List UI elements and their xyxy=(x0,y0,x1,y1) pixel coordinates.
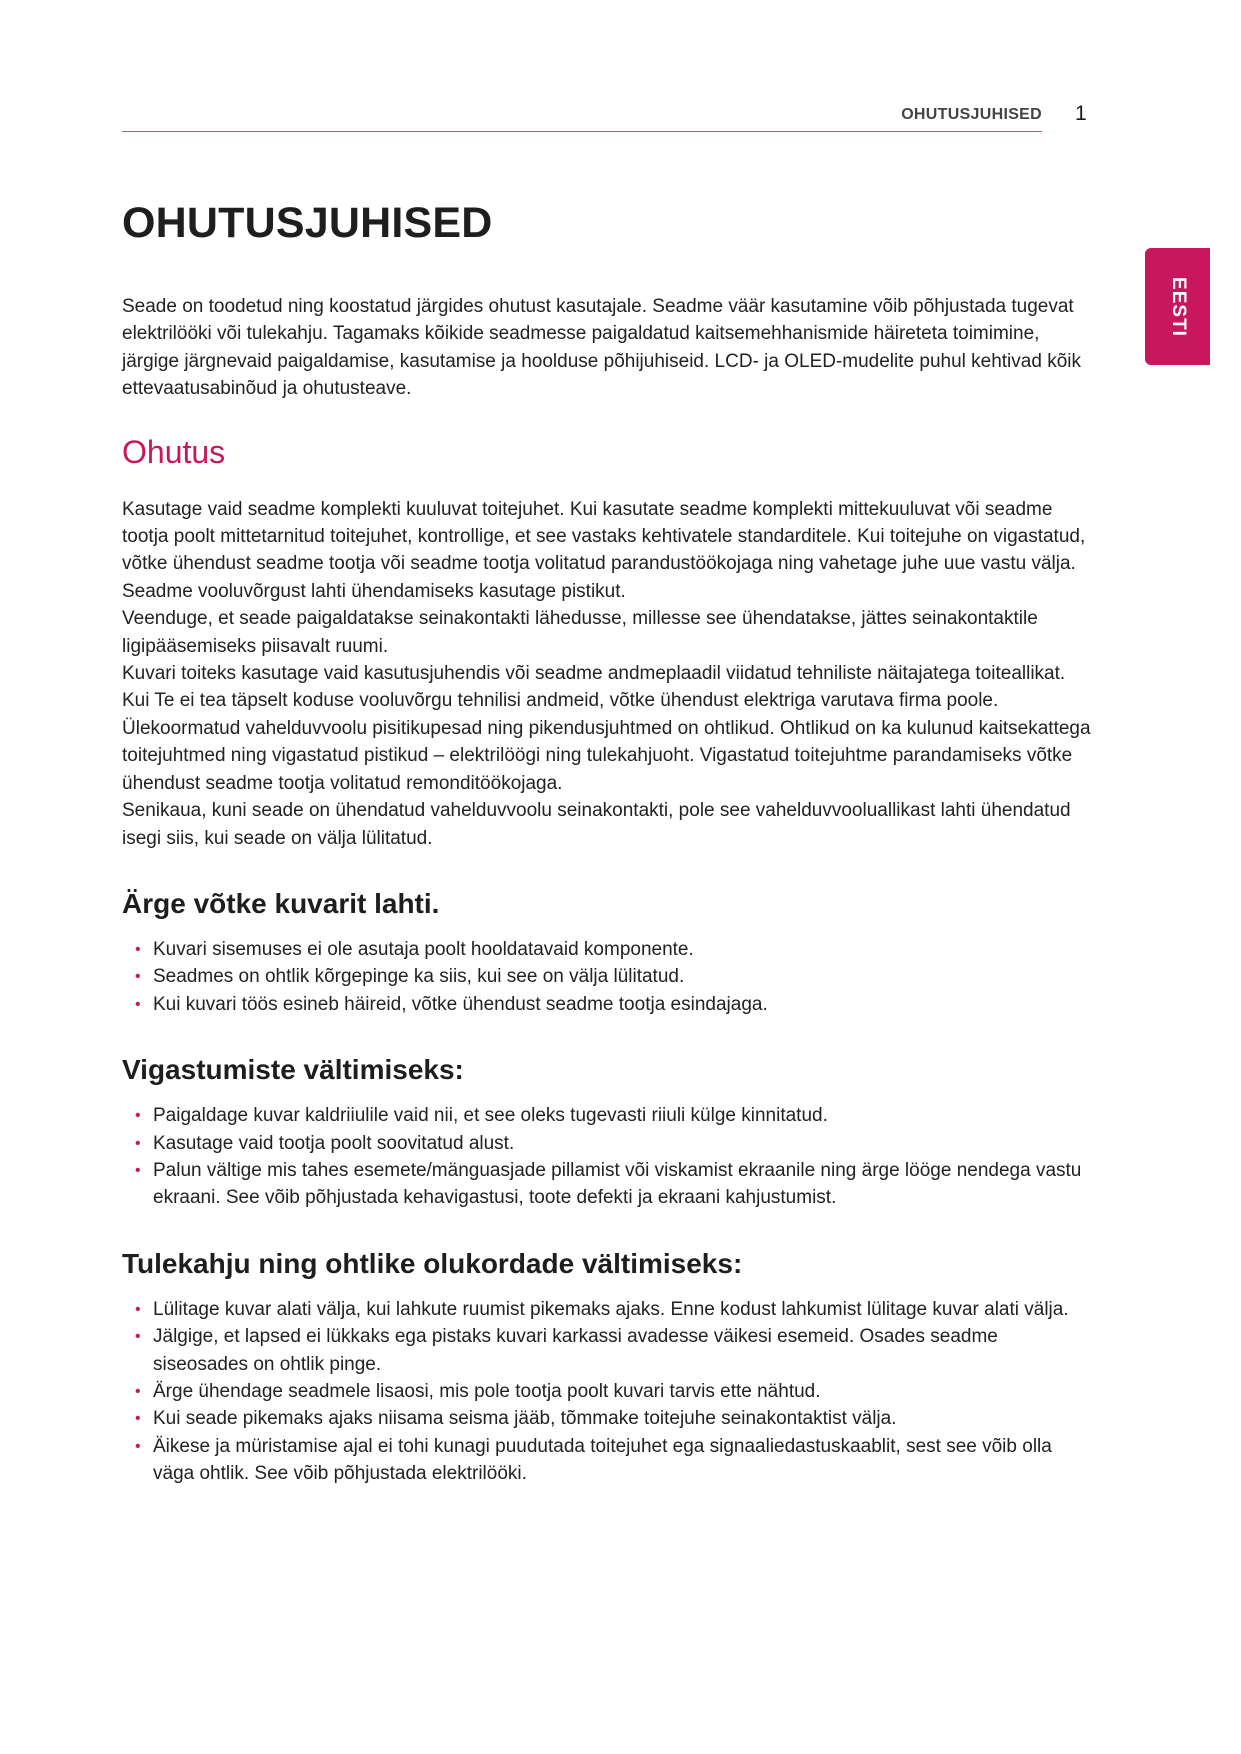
list-item-text: Lülitage kuvar alati välja, kui lahkute ruumist pikemaks ajaks. Enne kodust lahkumist lülitage kuvar alati välja. xyxy=(153,1298,1069,1320)
bullet-dot-icon: • xyxy=(135,1300,141,1318)
disassembly-section xyxy=(122,886,1097,1018)
list-item-text: Seadmes on ohtlik kõrgepinge ka siis, kui see on välja lülitatud. xyxy=(153,966,685,988)
list-item xyxy=(122,1378,1097,1405)
bullet-dot-icon: • xyxy=(135,1107,141,1125)
bullet-dot-icon: • xyxy=(135,1410,141,1428)
section-heading: Tulekahju ning ohtlike olukordade vältimiseks: xyxy=(122,1247,743,1279)
list-item xyxy=(122,1405,1097,1432)
safety-paragraph: Veenduge, et seade paigaldatakse seinakontakti lähedusse, millesse see ühendatakse, jättes seinakontaktile ligipääsemiseks piisavalt ruumi. xyxy=(122,608,1038,657)
list-item-text: Paigaldage kuvar kaldriiulile vaid nii, et see oleks tugevasti riiuli külge kinnitatud. xyxy=(153,1105,828,1127)
bullet-dot-icon: • xyxy=(135,1161,141,1179)
list-item-text: Palun vältige mis tahes esemete/mänguasjade pillamist või viskamist ekraanile ning ärge lööge nendega vastu ekraani. See võib põhjustada kehavigastusi, toote defekti ja ekraani kahjustumist. xyxy=(153,1159,1082,1209)
safety-heading: Ohutus xyxy=(122,433,226,470)
section-heading: Vigastumiste vältimiseks: xyxy=(122,1054,464,1086)
list-item xyxy=(122,1323,1097,1378)
safety-paragraph: Seadme vooluvõrgust lahti ühendamiseks kasutage pistikut. xyxy=(122,580,626,602)
list-item-text: Äikese ja müristamise ajal ei tohi kunagi puudutada toitejuhet ega signaaliedastuskaablit, sest see võib olla väga ohtlik. See võib põhjustada elektrilööki. xyxy=(153,1435,1052,1485)
list-item xyxy=(122,963,1097,990)
bullet-dot-icon: • xyxy=(135,1328,141,1346)
intro-paragraph: Seade on toodetud ning koostatud järgides ohutust kasutajale. Seadme väär kasutamine võib põhjustada tugevat elektrilööki või tulekahju. Tagamaks kõikide seadmesse paigaldatud kaitsemehhanismide häireteta toimimine, järgige järgnevaid paigaldamise, kasutamise ja hoolduse põhijuhiseid. LCD- ja OLED-mudelite puhul kehtivad kõik ettevaatusabinõud ja ohutusteave. xyxy=(122,296,1081,400)
bullet-dot-icon: • xyxy=(135,995,141,1013)
main-content xyxy=(122,197,1097,1488)
list-item-text: Jälgige, et lapsed ei lükkaks ega pistaks kuvari karkassi avadesse väikesi esemeid. Osades seadme siseosades on ohtlik pinge. xyxy=(153,1326,998,1375)
bullet-dot-icon: • xyxy=(135,1437,141,1455)
page-title: OHUTUSJUHISED xyxy=(122,199,493,247)
safety-paragraph: Senikaua, kuni seade on ühendatud vahelduvvoolu seinakontakti, pole see vahelduvvooluallikast lahti ühendatud isegi siis, kui seade on välja lülitatud. xyxy=(122,800,1071,849)
safety-paragraph: Ülekoormatud vahelduvvoolu pisitikupesad ning pikendusjuhtmed on ohtlikud. Ohtlikud on ka kulunud kaitsekattega toitejuhtmed ning vigastatud pistikud – elektrilöögi ning tulekahjuoht. Vigastatud toitejuhtme parandamiseks võtke ühendust seadme tootja volitatud remonditöökojaga. xyxy=(122,717,1091,794)
bullet-dot-icon: • xyxy=(135,1382,141,1400)
list-item xyxy=(122,991,1097,1018)
safety-paragraph: Kasutage vaid seadme komplekti kuuluvat toitejuhet. Kui kasutate seadme komplekti mittekuuluvat või seadme tootja poolt mittetarnitud toitejuhet, kontrollige, et see vastaks kehtivatele standarditele. Kui toitejuhe on vigastatud, võtke ühendust seadme tootja või seadme tootja volitatud parandustöökojaga ning vahetage juhe uue vastu välja. xyxy=(122,498,1086,575)
bullet-list xyxy=(122,1102,1097,1212)
section-heading: Ärge võtke kuvarit lahti. xyxy=(122,887,440,919)
list-item-text: Ärge ühendage seadmele lisaosi, mis pole tootja poolt kuvari tarvis ette nähtud. xyxy=(153,1380,821,1402)
list-item xyxy=(122,1102,1097,1129)
list-item-text: Kuvari sisemuses ei ole asutaja poolt hooldatavaid komponente. xyxy=(153,938,694,960)
list-item xyxy=(122,1296,1097,1323)
bullet-dot-icon: • xyxy=(135,1134,141,1152)
running-header: OHUTUSJUHISED xyxy=(901,106,1042,123)
list-item-text: Kui seade pikemaks ajaks niisama seisma jääb, tõmmake toitejuhe seinakontaktist välja. xyxy=(153,1408,897,1430)
safety-paragraph: Kuvari toiteks kasutage vaid kasutusjuhendis või seadme andmeplaadil viidatud tehniliste näitajatega toiteallikat. Kui Te ei tea täpselt koduse vooluvõrgu tehnilisi andmeid, võtke ühendust elektriga varutava firma poole. xyxy=(122,663,1066,712)
bullet-dot-icon: • xyxy=(135,968,141,986)
fire-prevention-section xyxy=(122,1246,1097,1488)
language-tab[interactable] xyxy=(1145,248,1210,365)
bullet-list xyxy=(122,936,1097,1018)
safety-section xyxy=(122,430,1097,852)
injury-prevention-section xyxy=(122,1052,1097,1212)
list-item xyxy=(122,1433,1097,1488)
list-item-text: Kui kuvari töös esineb häireid, võtke ühendust seadme tootja esindajaga. xyxy=(153,993,768,1015)
list-item xyxy=(122,1130,1097,1157)
list-item xyxy=(122,1157,1097,1212)
bullet-list xyxy=(122,1296,1097,1488)
bullet-dot-icon: • xyxy=(135,940,141,958)
header-divider xyxy=(122,131,1042,132)
list-item xyxy=(122,936,1097,963)
list-item-text: Kasutage vaid tootja poolt soovitatud alust. xyxy=(153,1132,515,1154)
language-tab-label: EESTI xyxy=(1167,276,1189,337)
page-number: 1 xyxy=(1075,102,1087,125)
